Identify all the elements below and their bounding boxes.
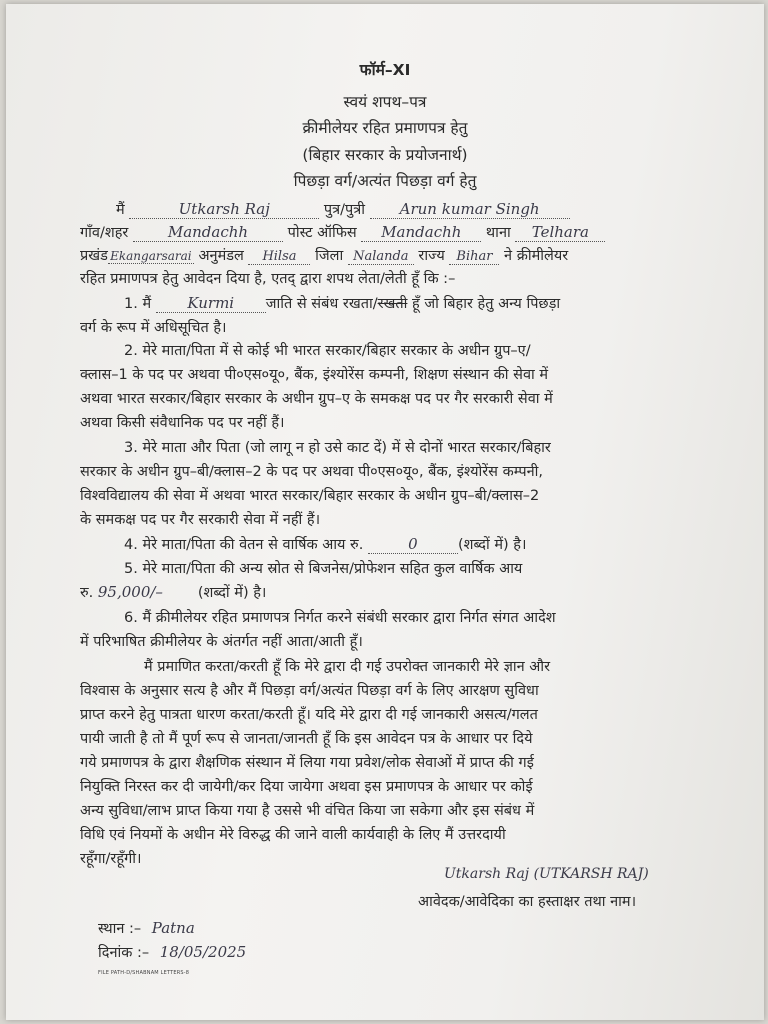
district-value: Nalanda [348, 249, 414, 265]
declaration-line-6: नियुक्ति निरस्त कर दी जायेगी/कर दिया जायेगा अथवा इस प्रमाणपत्र के आधार पर कोई [80, 779, 533, 795]
label-thana: थाना [485, 225, 511, 241]
father-name: Arun kumar Singh [370, 200, 570, 219]
label-subdivision: अनुमंडल [198, 248, 244, 264]
address-line-2 [80, 245, 700, 265]
point-2-line-4: अथवा किसी संवैधानिक पद पर नहीं हैं। [80, 415, 285, 431]
point-4-line [124, 534, 744, 554]
form-subtitle: क्रीमीलेयर रहित प्रमाणपत्र हेतु [302, 119, 468, 137]
label-post-office: पोस्ट ऑफिस [287, 225, 357, 241]
point-1-end: हूँ जो बिहार हेतु अन्य पिछड़ा [412, 296, 561, 312]
point-3-line-4: के समकक्ष पद पर गैर सरकारी सेवा में नहीं हैं। [80, 512, 321, 528]
point-5-rs: रु. [80, 585, 94, 601]
declaration-line-5: गये प्रमाणपत्र के द्वारा शैक्षणिक संस्थान में लिया गया प्रवेश/लोक सेवाओं में प्राप्त की गई [80, 755, 534, 771]
label-village: गाँव/शहर [80, 225, 129, 241]
declaration-line-2: विश्वास के अनुसार सत्य है और मैं पिछड़ा वर्ग/अत्यंत पिछड़ा वर्ग के लिए आरक्षण सुविधा [80, 683, 539, 699]
form-title: स्वयं शपथ–पत्र [343, 93, 427, 111]
declaration-line-7: अन्य सुविधा/लाभ प्राप्त किया गया है उससे भी वंचित किया जा सकेगा और इस संबंध में [80, 803, 535, 819]
point-4-end: (शब्दों में) है। [457, 537, 527, 553]
affidavit-page [6, 4, 764, 1020]
file-path-note: FILE PATH-D/SHABNAM LETTERS-8 [98, 970, 190, 976]
declaration-line-9: रहूँगा/रहूँगी। [80, 851, 142, 867]
point-6-line-2: में परिभाषित क्रीमीलेयर के अंतर्गत नहीं आता/आती हूँ। [80, 634, 363, 650]
village-value: Mandachh [133, 223, 283, 242]
name-line [116, 199, 736, 219]
applicant-name: Utkarsh Raj [129, 200, 319, 219]
point-3-line-2: सरकार के अधीन ग्रुप–बी/क्लास–2 के पद पर अथवा पी०एस०यू०, बैंक, इंश्योरेंस कम्पनी, [80, 464, 544, 480]
point-1-start: 1. मैं [124, 296, 152, 312]
caste-value: Kurmi [156, 294, 266, 313]
salary-income-value: 0 [368, 535, 458, 554]
point-6-line-1: 6. मैं क्रीमीलेयर रहित प्रमाणपत्र निर्गत करने संबंधी सरकार द्वारा निर्गत संगत आदेश [124, 610, 556, 626]
date-line [98, 942, 246, 962]
date-value: 18/05/2025 [159, 943, 247, 961]
subdivision-value: Hilsa [248, 249, 310, 265]
point-3-line-3: विश्वविद्यालय की सेवा में अथवा भारत सरकार/बिहार सरकार के अधीन ग्रुप–बी/क्लास–2 [80, 488, 540, 504]
point-5-line-1: 5. मेरे माता/पिता की अन्य स्रोत से बिजनेस/प्रोफेशन सहित कुल वार्षिक आय [124, 561, 523, 577]
form-number: फॉर्म–XI [359, 61, 411, 79]
intro-tail: ने क्रीमीलेयर [504, 248, 569, 264]
thana-value: Telhara [515, 223, 605, 242]
label-main: मैं [116, 202, 125, 218]
point-2-line-2: क्लास–1 के पद पर अथवा पी०एस०यू०, बैंक, इंश्योरेंस कम्पनी, शिक्षण संस्थान की सेवा में [80, 367, 549, 383]
applicant-signature: Utkarsh Raj (UTKARSH RAJ) [444, 866, 649, 882]
post-office-value: Mandachh [361, 223, 481, 242]
block-value: Ekangarsarai [108, 249, 194, 264]
form-category: पिछड़ा वर्ग/अत्यंत पिछड़ा वर्ग हेतु [293, 172, 477, 190]
place-line [98, 918, 195, 938]
declaration-line-1: मैं प्रमाणित करता/करती हूँ कि मेरे द्वारा दी गई उपरोक्त जानकारी मेरे ज्ञान और [144, 659, 551, 675]
point-2-line-3: अथवा भारत सरकार/बिहार सरकार के अधीन ग्रुप–ए के समकक्ष पद पर गैर सरकारी सेवा में [80, 391, 553, 407]
point-1-mid: जाति से संबंध रखता/ [265, 296, 378, 312]
declaration-line-3: प्राप्त करने हेतु पात्रता धारण करता/करती हूँ। यदि मेरे द्वारा दी गई जानकारी असत्य/गलत [80, 707, 538, 723]
intro-line-2: रहित प्रमाणपत्र हेतु आवेदन दिया है, एतद् द्वारा शपथ लेता/लेती हूँ कि :– [80, 271, 456, 287]
point-5-line-2 [80, 582, 700, 602]
place-label: स्थान :– [98, 921, 142, 937]
other-income-value: 95,000/– [97, 583, 163, 601]
point-4-start: 4. मेरे माता/पिता की वेतन से वार्षिक आय रु. [124, 537, 364, 553]
point-1-line-2: वर्ग के रूप में अधिसूचित है। [80, 320, 227, 336]
label-son-of: पुत्र/पुत्री [323, 202, 366, 218]
label-state: राज्य [418, 248, 445, 264]
date-label: दिनांक :– [98, 945, 150, 961]
point-3-line-1: 3. मेरे माता और पिता (जो लागू न हो उसे काट दें) में से दोनों भारत सरकार/बिहार [124, 440, 551, 456]
point-5-end: (शब्दों में) है। [197, 585, 267, 601]
state-value: Bihar [449, 249, 499, 265]
point-2-line-1: 2. मेरे माता/पिता में से कोई भी भारत सरकार/बिहार सरकार के अधीन ग्रुप–ए/ [124, 343, 531, 359]
label-block: प्रखंड [80, 248, 108, 264]
form-purpose: (बिहार सरकार के प्रयोजनार्थ) [302, 146, 468, 164]
point-1-line-1 [124, 293, 744, 313]
label-district: जिला [315, 248, 344, 264]
address-line-1 [80, 222, 700, 242]
place-value: Patna [151, 919, 195, 937]
signature-caption: आवेदक/आवेदिका का हस्ताक्षर तथा नाम। [418, 894, 637, 910]
struck-word: रखती [377, 296, 408, 312]
declaration-line-8: विधि एवं नियमों के अधीन मेरे विरुद्ध की जाने वाली कार्यवाही के लिए मैं उत्तरदायी [80, 827, 506, 843]
declaration-line-4: पायी जाती है तो मैं पूर्ण रूप से जानता/जानती हूँ कि इस आवेदन पत्र के आधार पर दिये [80, 731, 533, 747]
